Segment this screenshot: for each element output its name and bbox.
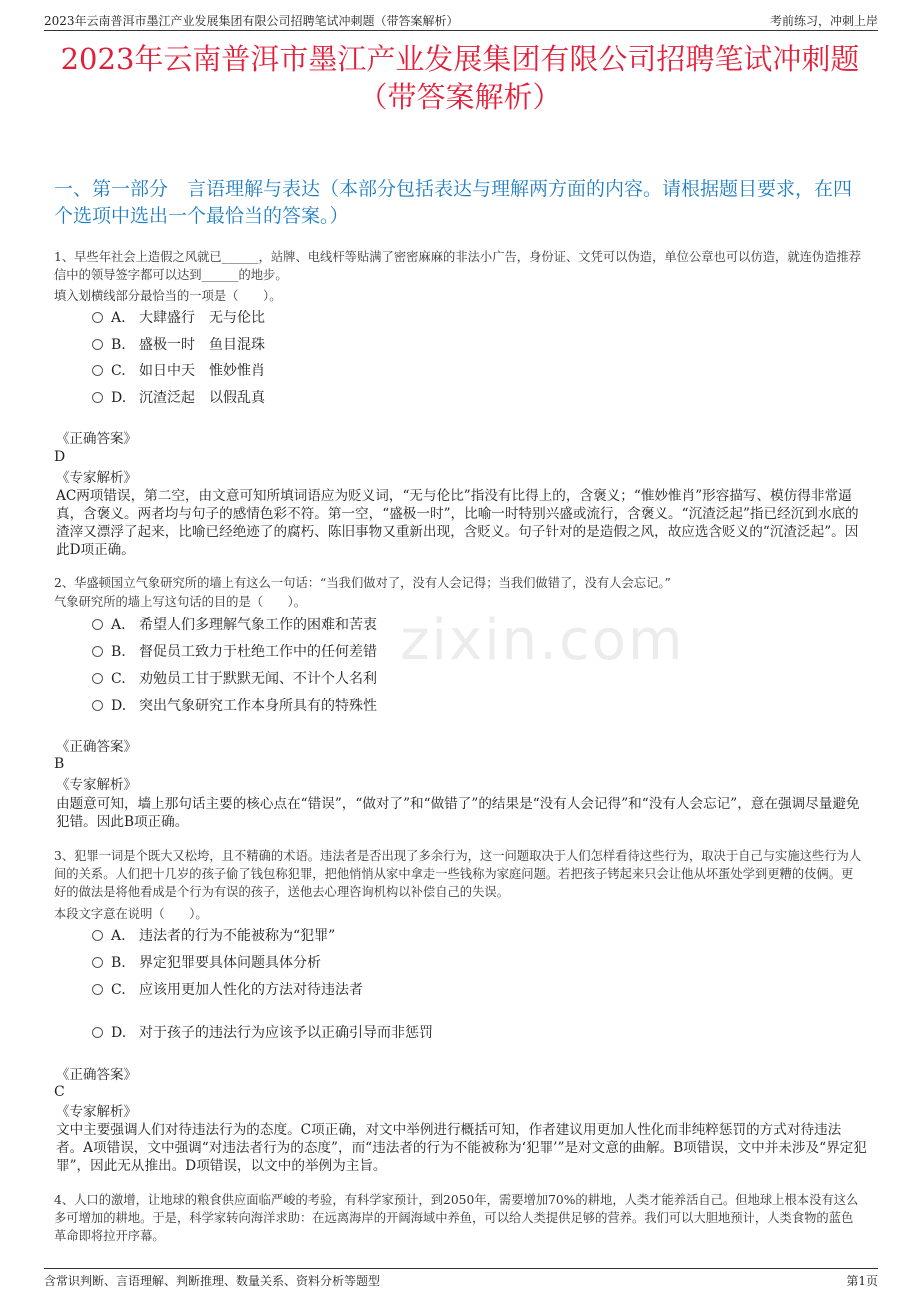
question-2-stem: 2、华盛顿国立气象研究所的墙上有这么一句话：“当我们做对了，没有人会记得；当我们做错了，没有人会忘记。”: [54, 576, 671, 590]
option-key: B.: [111, 644, 126, 660]
radio-icon[interactable]: [92, 339, 103, 350]
option-key: B.: [111, 337, 126, 353]
question-2-option-a[interactable]: [92, 615, 377, 635]
radio-icon[interactable]: [92, 673, 103, 684]
option-text: 劝勉员工甘于默默无闻、不计个人名利: [139, 671, 377, 687]
option-text: 界定犯罪要具体问题具体分析: [139, 955, 321, 971]
option-key: D.: [111, 390, 127, 406]
header-doc-title: 2023年云南普洱市墨江产业发展集团有限公司招聘笔试冲刺题（带答案解析）: [44, 14, 459, 28]
answer-label: 《正确答案》: [56, 431, 137, 447]
radio-icon[interactable]: [92, 312, 103, 323]
analysis-label: 《专家解析》: [56, 470, 137, 486]
question-1-stem: 1、早些年社会上造假之风就已______，站牌、电线杆等贴满了密密麻麻的非法小广告，身份证、文凭可以伪造，单位公章也可以仿造，就连伪造推荐信中的领导签字都可以达到______的地步。: [54, 250, 862, 282]
option-key: A.: [111, 617, 126, 633]
option-key: C.: [111, 982, 126, 998]
radio-icon[interactable]: [92, 365, 103, 376]
option-text: 违法者的行为不能被称为“犯罪”: [139, 928, 336, 944]
question-1-option-a[interactable]: [92, 308, 265, 328]
question-3-option-b[interactable]: [92, 953, 321, 973]
radio-icon[interactable]: [92, 619, 103, 630]
option-text: 应该用更加人性化的方法对待违法者: [139, 982, 363, 998]
page-number: 第1页: [846, 1274, 878, 1288]
option-key: A.: [111, 928, 126, 944]
question-3-prompt: 本段文字意在说明（ ）。: [54, 907, 208, 921]
question-1-answer: D: [54, 449, 66, 465]
option-text: 大肆盛行 无与伦比: [139, 310, 265, 326]
option-key: B.: [111, 955, 126, 971]
radio-icon[interactable]: [92, 392, 103, 403]
watermark: zixin.com: [400, 608, 685, 673]
footer-question-types: 含常识判断、言语理解、判断推理、数量关系、资料分析等题型: [44, 1274, 381, 1288]
option-key: A.: [111, 310, 126, 326]
option-text: 如日中天 惟妙惟肖: [139, 363, 265, 379]
header-slogan: 考前练习，冲刺上岸: [769, 14, 878, 28]
page-title: 2023年云南普洱市墨江产业发展集团有限公司招聘笔试冲刺题（带答案解析）: [60, 42, 860, 114]
option-text: 对于孩子的违法行为应该予以正确引导而非惩罚: [139, 1025, 433, 1041]
question-3-analysis: 文中主要强调人们对待违法行为的态度。C项正确，对文中举例进行概括可知，作者建议用更加人性化而非纯粹惩罚的方式对待违法者。A项错误，文中强调“对违法者行为的态度”，而“违法者的行为不能被称为‘犯罪’”是对文意的曲解。B项错误，文中并未涉及“界定犯罪”，因此无从推出。D项错误，以文中的举例为主旨。: [56, 1122, 867, 1174]
question-2-option-b[interactable]: [92, 642, 377, 662]
radio-icon[interactable]: [92, 984, 103, 995]
question-1-prompt: 填入划横线部分最恰当的一项是（ ）。: [54, 289, 282, 303]
question-2-option-d[interactable]: [92, 696, 377, 716]
option-key: D.: [111, 1025, 127, 1041]
question-1-analysis: AC两项错误，第二空，由文意可知所填词语应为贬义词，“无与伦比”指没有比得上的，含褒义；“惟妙惟肖”形容描写、模仿得非常逼真，含褒义。两者均与句子的感情色彩不符。第一空，“盛极一时”，比喻一时特别兴盛或流行，含褒义。“沉渣泛起”指已经沉到水底的渣滓又漂浮了起来，比喻已经绝迹了的腐朽、陈旧事物又重新出现，含贬义。句子针对的是造假之风，故应选含贬义的“沉渣泛起”。因此D项正确。: [56, 488, 859, 558]
question-3-option-a[interactable]: [92, 926, 335, 946]
question-2-option-c[interactable]: [92, 669, 377, 689]
radio-icon[interactable]: [92, 646, 103, 657]
option-text: 督促员工致力于杜绝工作中的任何差错: [139, 644, 377, 660]
option-key: C.: [111, 363, 126, 379]
analysis-label: 《专家解析》: [56, 777, 137, 793]
question-1-option-b[interactable]: [92, 335, 265, 355]
answer-label: 《正确答案》: [56, 739, 137, 755]
question-1-option-c[interactable]: [92, 361, 265, 381]
question-2-analysis: 由题意可知，墙上那句话主要的核心点在“错误”，“做对了”和“做错了”的结果是“没有人会记得”和“没有人会忘记”，意在强调尽量避免犯错。因此B项正确。: [56, 796, 860, 830]
analysis-label: 《专家解析》: [56, 1104, 137, 1120]
radio-icon[interactable]: [92, 700, 103, 711]
option-text: 希望人们多理解气象工作的困难和苦衷: [139, 617, 377, 633]
radio-icon[interactable]: [92, 1027, 103, 1038]
option-key: C.: [111, 671, 126, 687]
question-1-option-d[interactable]: [92, 388, 265, 408]
option-text: 突出气象研究工作本身所具有的特殊性: [139, 698, 377, 714]
question-3-option-c[interactable]: [92, 980, 363, 1000]
question-2-answer: B: [54, 756, 65, 772]
question-3-option-d[interactable]: [92, 1023, 433, 1043]
radio-icon[interactable]: [92, 930, 103, 941]
section-heading: 一、第一部分 言语理解与表达（本部分包括表达与理解两方面的内容。请根据题目要求，在四个选项中选出一个最恰当的答案。）: [54, 178, 853, 227]
question-4-stem: 4、人口的激增，让地球的粮食供应面临严峻的考验，有科学家预计，到2050年，需要增加70%的耕地，人类才能养活自己。但地球上根本没有这么多可增加的耕地。于是，科学家转向海洋求助：在远离海岸的开阔海域中养鱼，可以给人类提供足够的营养。我们可以大胆地预计，人类食物的蓝色革命即将拉开序幕。: [54, 1193, 859, 1243]
question-3-answer: C: [54, 1084, 65, 1100]
radio-icon[interactable]: [92, 957, 103, 968]
question-2-prompt: 气象研究所的墙上写这句话的目的是（ ）。: [54, 595, 307, 609]
answer-label: 《正确答案》: [56, 1067, 137, 1083]
option-text: 沉渣泛起 以假乱真: [139, 390, 265, 406]
page-header: [44, 8, 878, 31]
option-key: D.: [111, 698, 127, 714]
question-3-stem: 3、犯罪一词是个既大又松垮，且不精确的术语。违法者是否出现了多余行为，这一问题取决于人们怎样看待这些行为，取决于自己与实施这些行为人间的关系。人们把十几岁的孩子偷了钱包称犯罪，把他悄悄从家中拿走一些钱称为家庭问题。若把孩子铐起来只会让他从坏蛋处学到更糟的伎俩。更好的做法是将他看成是个行为有误的孩子，送他去心理咨询机构以补偿自己的失误。: [54, 849, 862, 899]
option-text: 盛极一时 鱼目混珠: [139, 337, 265, 353]
page-footer: [44, 1268, 878, 1289]
